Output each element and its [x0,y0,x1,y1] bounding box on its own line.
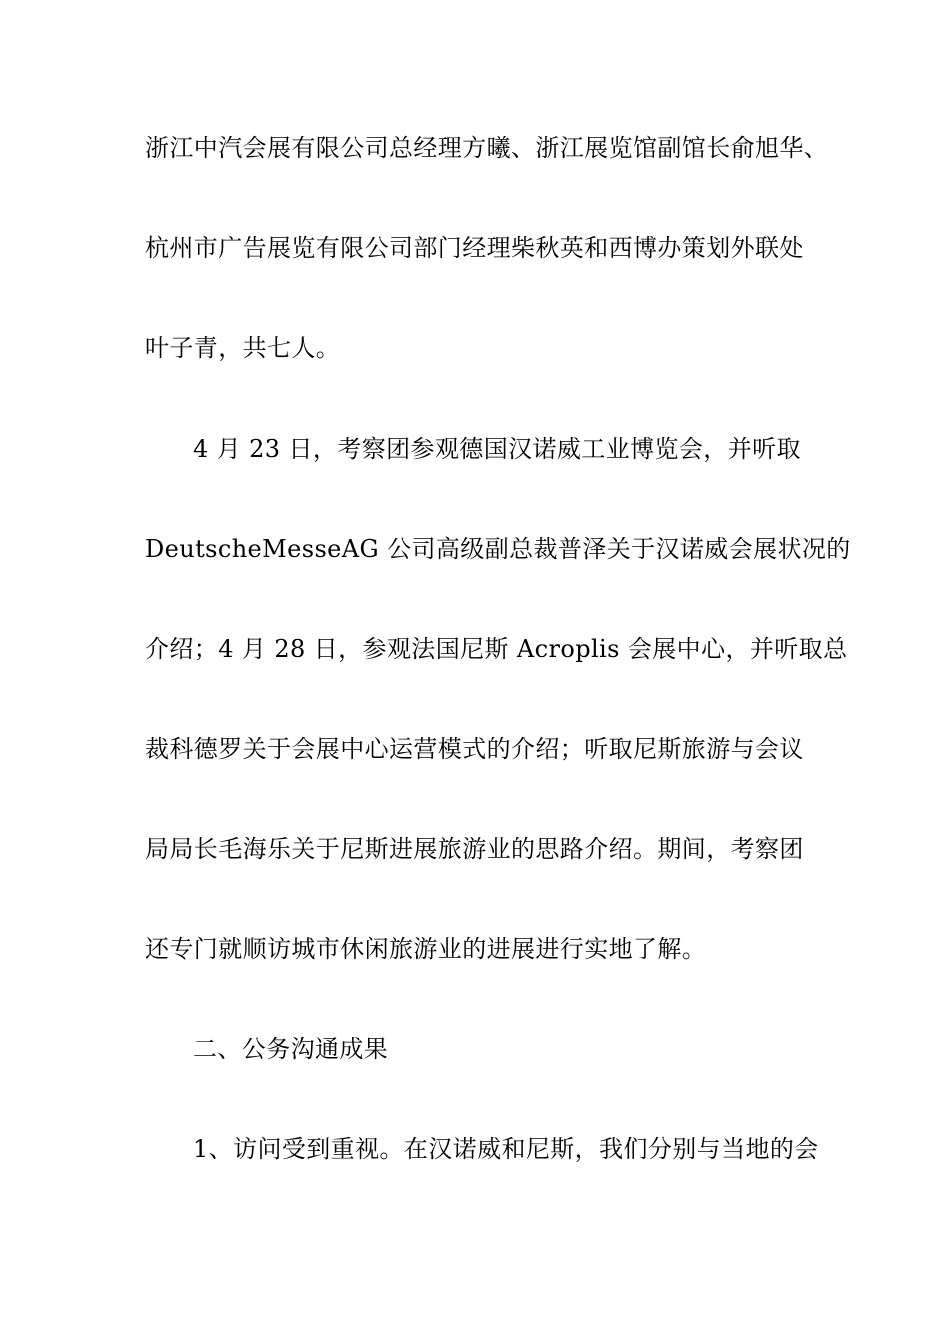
text-line: 杭州市广告展览有限公司部门经理柴秋英和西博办策划外联处 [145,234,804,262]
text-line: 叶子青，共七人。 [145,334,341,362]
text-line: 裁科德罗关于会展中心运营模式的介绍；听取尼斯旅游与会议 [145,735,804,763]
text-line: 介绍；4 月 28 日，参观法国尼斯 Acroplis 会展中心，并听取总 [145,635,848,663]
text-line: 还专门就顺访城市休闲旅游业的进展进行实地了解。 [145,935,707,963]
text-line: 浙江中汽会展有限公司总经理方曦、浙江展览馆副馆长俞旭华、 [145,134,829,162]
text-line: 局局长毛海乐关于尼斯进展旅游业的思路介绍。期间，考察团 [145,835,804,863]
section-heading: 二、公务沟通成果 [193,1035,389,1063]
paragraph-start-line: 1、访问受到重视。在汉诺威和尼斯，我们分别与当地的会 [193,1135,819,1163]
paragraph-start-line: 4 月 23 日，考察团参观德国汉诺威工业博览会，并听取 [193,435,801,463]
text-line: DeutscheMesseAG 公司高级副总裁普泽关于汉诺威会展状况的 [145,535,851,563]
